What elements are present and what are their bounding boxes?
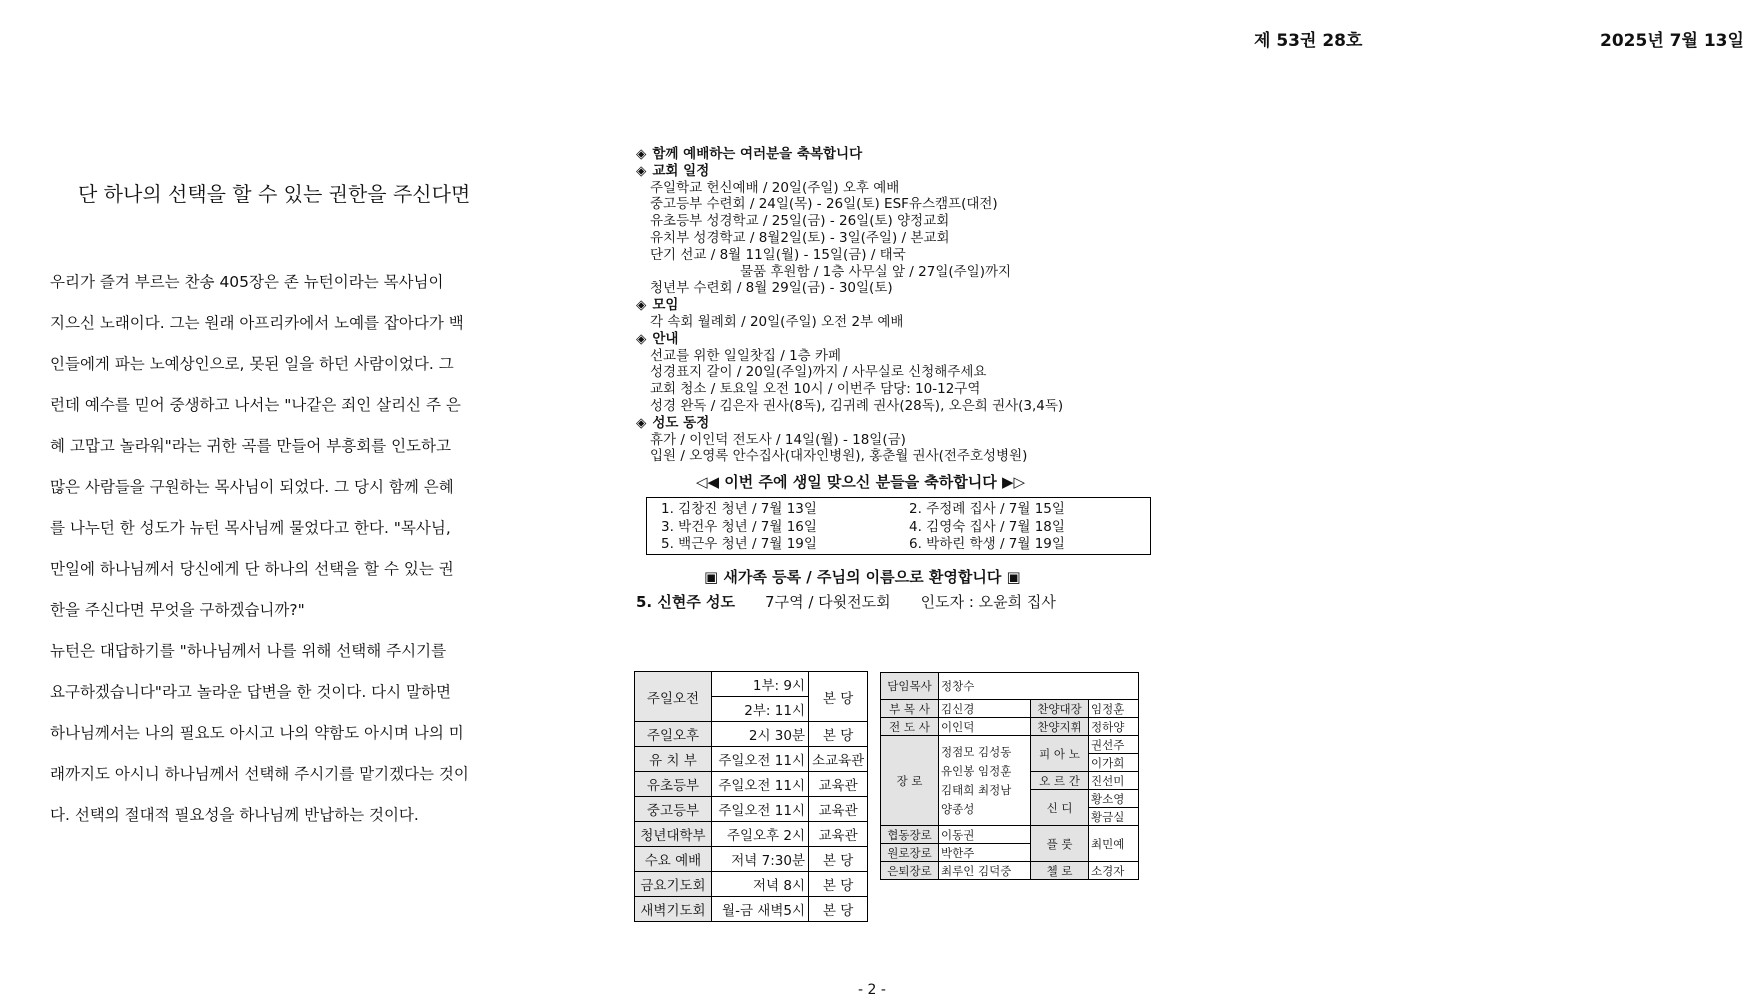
schedule-place: 교육관 <box>809 822 868 847</box>
staff-name: 최민예 <box>1089 826 1139 862</box>
table-row <box>635 672 868 697</box>
birthday-list <box>646 497 1151 555</box>
essay-line: 요구하겠습니다"라고 놀라운 답변을 한 것이다. 다시 말하면 <box>50 683 451 701</box>
essay-line: 많은 사람들을 구원하는 목사님이 되었다. 그 당시 함께 은혜 <box>50 478 454 496</box>
schedule-category: 새벽기도회 <box>635 897 712 922</box>
essay-line: 우리가 즐겨 부르는 찬송 405장은 존 뉴턴이라는 목사님이 <box>50 273 444 291</box>
schedule-time: 저녁 7:30분 <box>712 847 809 872</box>
essay-line: 런데 예수를 믿어 중생하고 나서는 "나같은 죄인 살리신 주 은 <box>50 396 461 414</box>
schedule-time: 2시 30분 <box>712 722 809 747</box>
staff-name: 이가희 <box>1089 754 1139 772</box>
table-row <box>635 872 868 897</box>
elder-names: 유인봉 임정훈 <box>941 763 1012 778</box>
table-row <box>635 847 868 872</box>
table-row <box>635 822 868 847</box>
news-item: 단기 선교 / 8월 11일(월) - 15일(금) / 태국 <box>650 246 906 263</box>
news-item: 각 속회 월례회 / 20일(주일) 오전 2부 예배 <box>650 313 904 330</box>
church-news <box>636 146 1156 465</box>
staff-label: 첼 로 <box>1031 862 1089 880</box>
staff-name: 황금실 <box>1089 808 1139 826</box>
schedule-place: 교육관 <box>809 797 868 822</box>
news-item: 물품 후원함 / 1층 사무실 앞 / 27일(주일)까지 <box>740 263 1012 280</box>
schedule-category: 수요 예배 <box>635 847 712 872</box>
schedule-category: 유 치 부 <box>635 747 712 772</box>
table-row <box>635 797 868 822</box>
news-item: 유치부 성경학교 / 8월2일(토) - 3일(주일) / 본교회 <box>650 229 950 246</box>
elder-names: 김태희 최정남 <box>941 782 1012 797</box>
elder-names: 양종성 <box>941 801 975 816</box>
birthday-item: 3. 박건우 청년 / 7월 16일 <box>661 518 817 535</box>
table-row <box>881 826 1139 844</box>
new-family-guide: 인도자 : 오윤희 집사 <box>920 593 1056 611</box>
staff-name: 황소영 <box>1089 790 1139 808</box>
schedule-place: 본 당 <box>809 847 868 872</box>
staff-name: 소경자 <box>1089 862 1139 880</box>
schedule-place: 교육관 <box>809 772 868 797</box>
staff-name: 김신경 <box>939 700 1031 718</box>
schedule-time: 주일오후 2시 <box>712 822 809 847</box>
table-row <box>881 862 1139 880</box>
table-row <box>881 718 1139 736</box>
staff-directory-table <box>880 672 1139 880</box>
table-row <box>635 897 868 922</box>
schedule-place: 본 당 <box>809 672 868 722</box>
schedule-category: 중고등부 <box>635 797 712 822</box>
schedule-time: 월-금 새벽5시 <box>712 897 809 922</box>
birthday-item: 4. 김영숙 집사 / 7월 18일 <box>909 518 1065 535</box>
staff-label: 찬양대장 <box>1031 700 1089 718</box>
essay-line: 지으신 노래이다. 그는 원래 아프리카에서 노예를 잡아다가 백 <box>50 314 464 332</box>
elder-names: 정점모 김성동 <box>941 744 1012 759</box>
news-item: 입원 / 오영록 안수집사(대자인병원), 홍춘월 권사(전주호성병원) <box>650 448 1028 465</box>
essay-line: 한을 주신다면 무엇을 구하겠습니까?" <box>50 601 305 619</box>
essay-line: 다. 선택의 절대적 필요성을 하나님께 반납하는 것이다. <box>50 806 419 824</box>
news-item: 교회 청소 / 토요일 오전 10시 / 이번주 담당: 10-12구역 <box>650 381 981 398</box>
staff-name: 최루인 김덕중 <box>939 862 1031 880</box>
new-family-name: 5. 신현주 성도 <box>636 593 736 611</box>
schedule-category: 금요기도회 <box>635 872 712 897</box>
essay-line: 하나님께서는 나의 필요도 아시고 나의 약함도 아시며 나의 미 <box>50 724 464 742</box>
news-item: 선교를 위한 일일찻집 / 1층 카페 <box>650 347 842 364</box>
staff-label: 담임목사 <box>881 673 939 700</box>
essay-line: 래까지도 아시니 하나님께서 선택해 주시기를 맡기겠다는 것이 <box>50 765 469 783</box>
staff-name: 정창수 <box>939 673 1139 700</box>
table-row <box>881 700 1139 718</box>
schedule-time: 2부: 11시 <box>712 697 809 722</box>
schedule-place: 소교육관 <box>809 747 868 772</box>
staff-label: 오 르 간 <box>1031 772 1089 790</box>
section-heading: ◈ 안내 <box>636 330 679 347</box>
staff-label: 피 아 노 <box>1031 736 1089 772</box>
welcome-heading: ◈ 함께 예배하는 여러분을 축복합니다 <box>636 146 863 162</box>
new-family-district: 7구역 / 다윗전도회 <box>765 593 891 611</box>
staff-name: 정하양 <box>1089 718 1139 736</box>
essay-body <box>50 262 542 836</box>
section-heading: ◈ 교회 일정 <box>636 162 710 179</box>
birthday-item: 6. 박하린 학생 / 7월 19일 <box>909 536 1065 553</box>
birthday-item: 1. 김창진 청년 / 7월 13일 <box>661 501 817 517</box>
staff-name: 이동권 <box>939 826 1031 844</box>
diamond-icon: ◈ <box>636 330 647 347</box>
table-row <box>635 747 868 772</box>
worship-schedule-table <box>634 671 868 922</box>
news-item: 주일학교 헌신예배 / 20일(주일) 오후 예배 <box>650 179 900 196</box>
schedule-time: 1부: 9시 <box>712 672 809 697</box>
table-row <box>881 736 1139 754</box>
schedule-category: 청년대학부 <box>635 822 712 847</box>
birthday-title: ◁◀ 이번 주에 생일 맞으신 분들을 축하합니다 ▶▷ <box>696 473 1026 491</box>
staff-label: 장 로 <box>881 736 939 826</box>
schedule-place: 본 당 <box>809 897 868 922</box>
staff-label: 협동장로 <box>881 826 939 844</box>
essay-title: 단 하나의 선택을 할 수 있는 권한을 주신다면 <box>78 182 471 206</box>
schedule-place: 본 당 <box>809 722 868 747</box>
volume-issue: 제 53권 28호 <box>1254 31 1363 51</box>
essay-line: 뉴턴은 대답하기를 "하나님께서 나를 위해 선택해 주시기를 <box>50 642 447 660</box>
staff-label: 부 목 사 <box>881 700 939 718</box>
staff-name-group <box>939 736 1031 826</box>
news-item: 청년부 수련회 / 8월 29일(금) - 30일(토) <box>650 280 893 297</box>
schedule-time: 주일오전 11시 <box>712 747 809 772</box>
diamond-icon: ◈ <box>636 414 647 431</box>
birthday-item: 5. 백근우 청년 / 7월 19일 <box>661 536 817 553</box>
news-item: 유초등부 성경학교 / 25일(금) - 26일(토) 양정교회 <box>650 213 950 230</box>
essay-line: 를 나누던 한 성도가 뉴턴 목사님께 물었다고 한다. "목사님, <box>50 519 451 537</box>
diamond-icon: ◈ <box>636 146 647 162</box>
news-item: 중고등부 수련회 / 24일(목) - 26일(토) ESF유스캠프(대전) <box>650 196 998 213</box>
schedule-place: 본 당 <box>809 872 868 897</box>
news-item: 성경표지 갈이 / 20일(주일)까지 / 사무실로 신청해주세요 <box>650 364 987 381</box>
staff-label: 전 도 사 <box>881 718 939 736</box>
staff-label: 플 룻 <box>1031 826 1089 862</box>
schedule-time: 주일오전 11시 <box>712 772 809 797</box>
staff-name: 임정훈 <box>1089 700 1139 718</box>
schedule-category: 유초등부 <box>635 772 712 797</box>
essay-line: 만일에 하나님께서 당신에게 단 하나의 선택을 할 수 있는 권 <box>50 560 454 578</box>
table-row <box>635 722 868 747</box>
bulletin-date: 2025년 7월 13일 <box>1600 31 1744 51</box>
staff-name: 이인덕 <box>939 718 1031 736</box>
diamond-icon: ◈ <box>636 297 647 314</box>
table-row <box>635 772 868 797</box>
news-item: 성경 완독 / 김은자 권사(8독), 김귀례 권사(28독), 오은희 권사(3,4독) <box>650 397 1064 414</box>
diamond-icon: ◈ <box>636 162 647 179</box>
staff-label: 원로장로 <box>881 844 939 862</box>
schedule-category: 주일오후 <box>635 722 712 747</box>
staff-name: 진선미 <box>1089 772 1139 790</box>
page-number: - 2 - <box>858 982 886 998</box>
schedule-time: 저녁 8시 <box>712 872 809 897</box>
essay-line: 혜 고맙고 놀라워"라는 귀한 곡를 만들어 부흥회를 인도하고 <box>50 437 451 455</box>
staff-label: 신 디 <box>1031 790 1089 826</box>
section-heading: ◈ 성도 동정 <box>636 414 710 431</box>
news-item: 휴가 / 이인덕 전도사 / 14일(월) - 18일(금) <box>650 431 906 448</box>
schedule-time: 주일오전 11시 <box>712 797 809 822</box>
staff-label: 은퇴장로 <box>881 862 939 880</box>
staff-name: 박한주 <box>939 844 1031 862</box>
staff-name: 권선주 <box>1089 736 1139 754</box>
birthday-item: 2. 주정례 집사 / 7월 15일 <box>909 501 1065 517</box>
essay-line: 인들에게 파는 노예상인으로, 못된 일을 하던 사람이었다. 그 <box>50 355 454 373</box>
new-family-entry <box>636 591 1056 612</box>
new-family-title: ▣ 새가족 등록 / 주님의 이름으로 환영합니다 ▣ <box>704 568 1021 586</box>
section-heading: ◈ 모임 <box>636 297 679 314</box>
table-row <box>881 673 1139 700</box>
staff-label: 찬양지휘 <box>1031 718 1089 736</box>
schedule-category: 주일오전 <box>635 672 712 722</box>
